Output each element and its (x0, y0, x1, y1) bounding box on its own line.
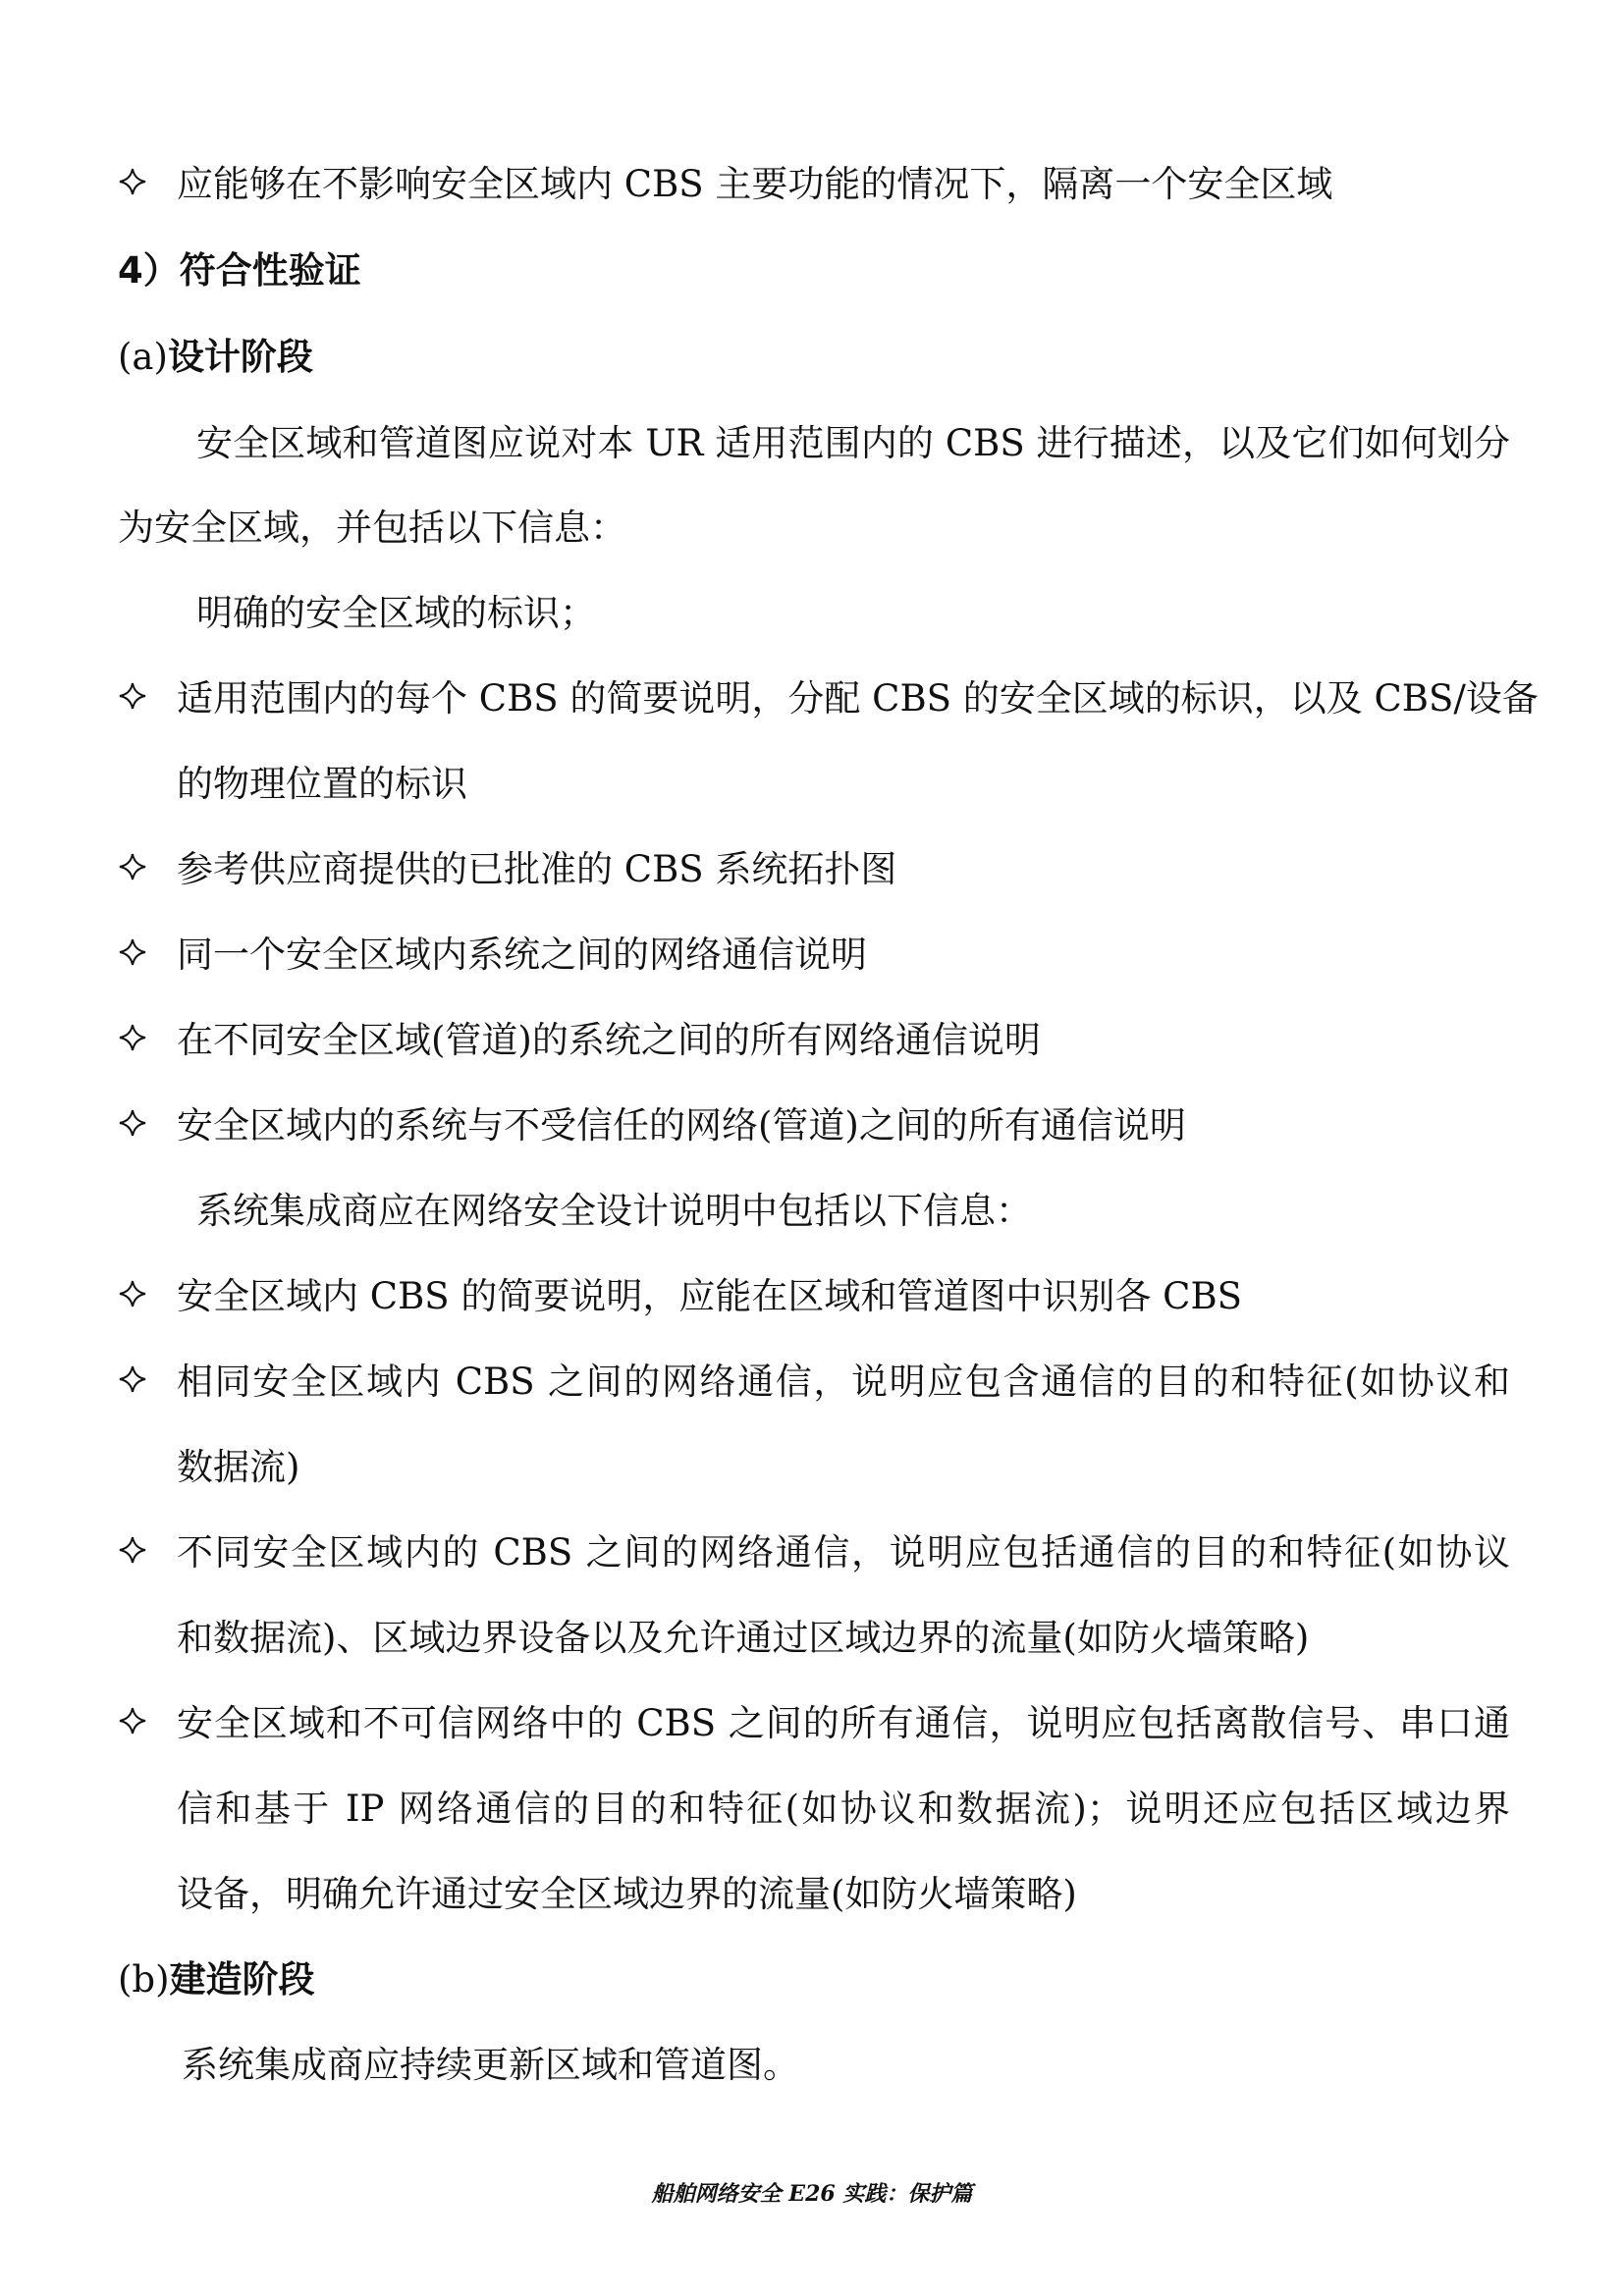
bullet-star-icon (118, 675, 153, 722)
paragraph-line: 安全区域和管道图应说对本 UR 适用范围内的 CBS 进行描述，以及它们如何划分 (196, 422, 1510, 464)
paragraph-line: 明确的安全区域的标识； (196, 592, 596, 634)
bullet-star-icon (118, 161, 153, 208)
bullet-star-icon (118, 1359, 153, 1406)
subsection-label (118, 334, 313, 381)
subsection-label (118, 1956, 315, 2003)
bullet-text: 的物理位置的标识 (177, 763, 467, 805)
bullet-star-icon (118, 846, 153, 893)
subsection-title: 建造阶段 (169, 1958, 315, 2001)
bullet-text: 安全区域内 CBS 的简要说明，应能在区域和管道图中识别各 CBS (177, 1275, 1242, 1317)
bullet-text: 相同安全区域内 CBS 之间的网络通信，说明应包含通信的目的和特征(如协议和 (177, 1361, 1510, 1403)
bullet-text: 信和基于 IP 网络通信的目的和特征(如协议和数据流)；说明还应包括区域边界 (177, 1788, 1510, 1830)
bullet-text: 数据流) (177, 1446, 300, 1488)
section-heading: 4）符合性验证 (118, 249, 361, 292)
bullet-text: 和数据流)、区域边界设备以及允许通过区域边界的流量(如防火墙策略) (177, 1617, 1310, 1659)
bullet-text: 参考供应商提供的已批准的 CBS 系统拓扑图 (177, 848, 897, 890)
paragraph-line: 系统集成商应在网络安全设计说明中包括以下信息： (196, 1190, 1032, 1232)
bullet-text: 同一个安全区域内系统之间的网络通信说明 (177, 934, 867, 976)
subsection-title: 设计阶段 (167, 336, 313, 378)
bullet-star-icon (118, 932, 153, 979)
subsection-marker: (a) (118, 336, 168, 378)
bullet-text: 安全区域和不可信网络中的 CBS 之间的所有通信，说明应包括离散信号、串口通 (177, 1702, 1510, 1744)
bullet-star-icon (118, 1017, 153, 1064)
bullet-star-icon (118, 1700, 153, 1747)
bullet-text: 不同安全区域内的 CBS 之间的网络通信，说明应包括通信的目的和特征(如协议 (177, 1531, 1510, 1574)
bullet-text: 在不同安全区域(管道)的系统之间的所有网络通信说明 (177, 1019, 1041, 1061)
bullet-text: 适用范围内的每个 CBS 的简要说明，分配 CBS 的安全区域的标识，以及 CBS/设备 (177, 677, 1539, 720)
subsection-marker: (b) (118, 1958, 170, 2001)
text-line: 应能够在不影响安全区域内 CBS 主要功能的情况下，隔离一个安全区域 (177, 163, 1333, 205)
bullet-text: 安全区域内的系统与不受信任的网络(管道)之间的所有通信说明 (177, 1104, 1186, 1147)
bullet-star-icon (118, 1102, 153, 1149)
bullet-text: 设备，明确允许通过安全区域边界的流量(如防火墙策略) (177, 1873, 1077, 1915)
page-footer: 船舶网络安全 E26 实践：保护篇 (651, 2181, 973, 2207)
paragraph-line: 系统集成商应持续更新区域和管道图。 (182, 2044, 799, 2086)
bullet-star-icon (118, 1273, 153, 1320)
bullet-star-icon (118, 1529, 153, 1576)
paragraph-line: 为安全区域，并包括以下信息： (118, 507, 626, 549)
